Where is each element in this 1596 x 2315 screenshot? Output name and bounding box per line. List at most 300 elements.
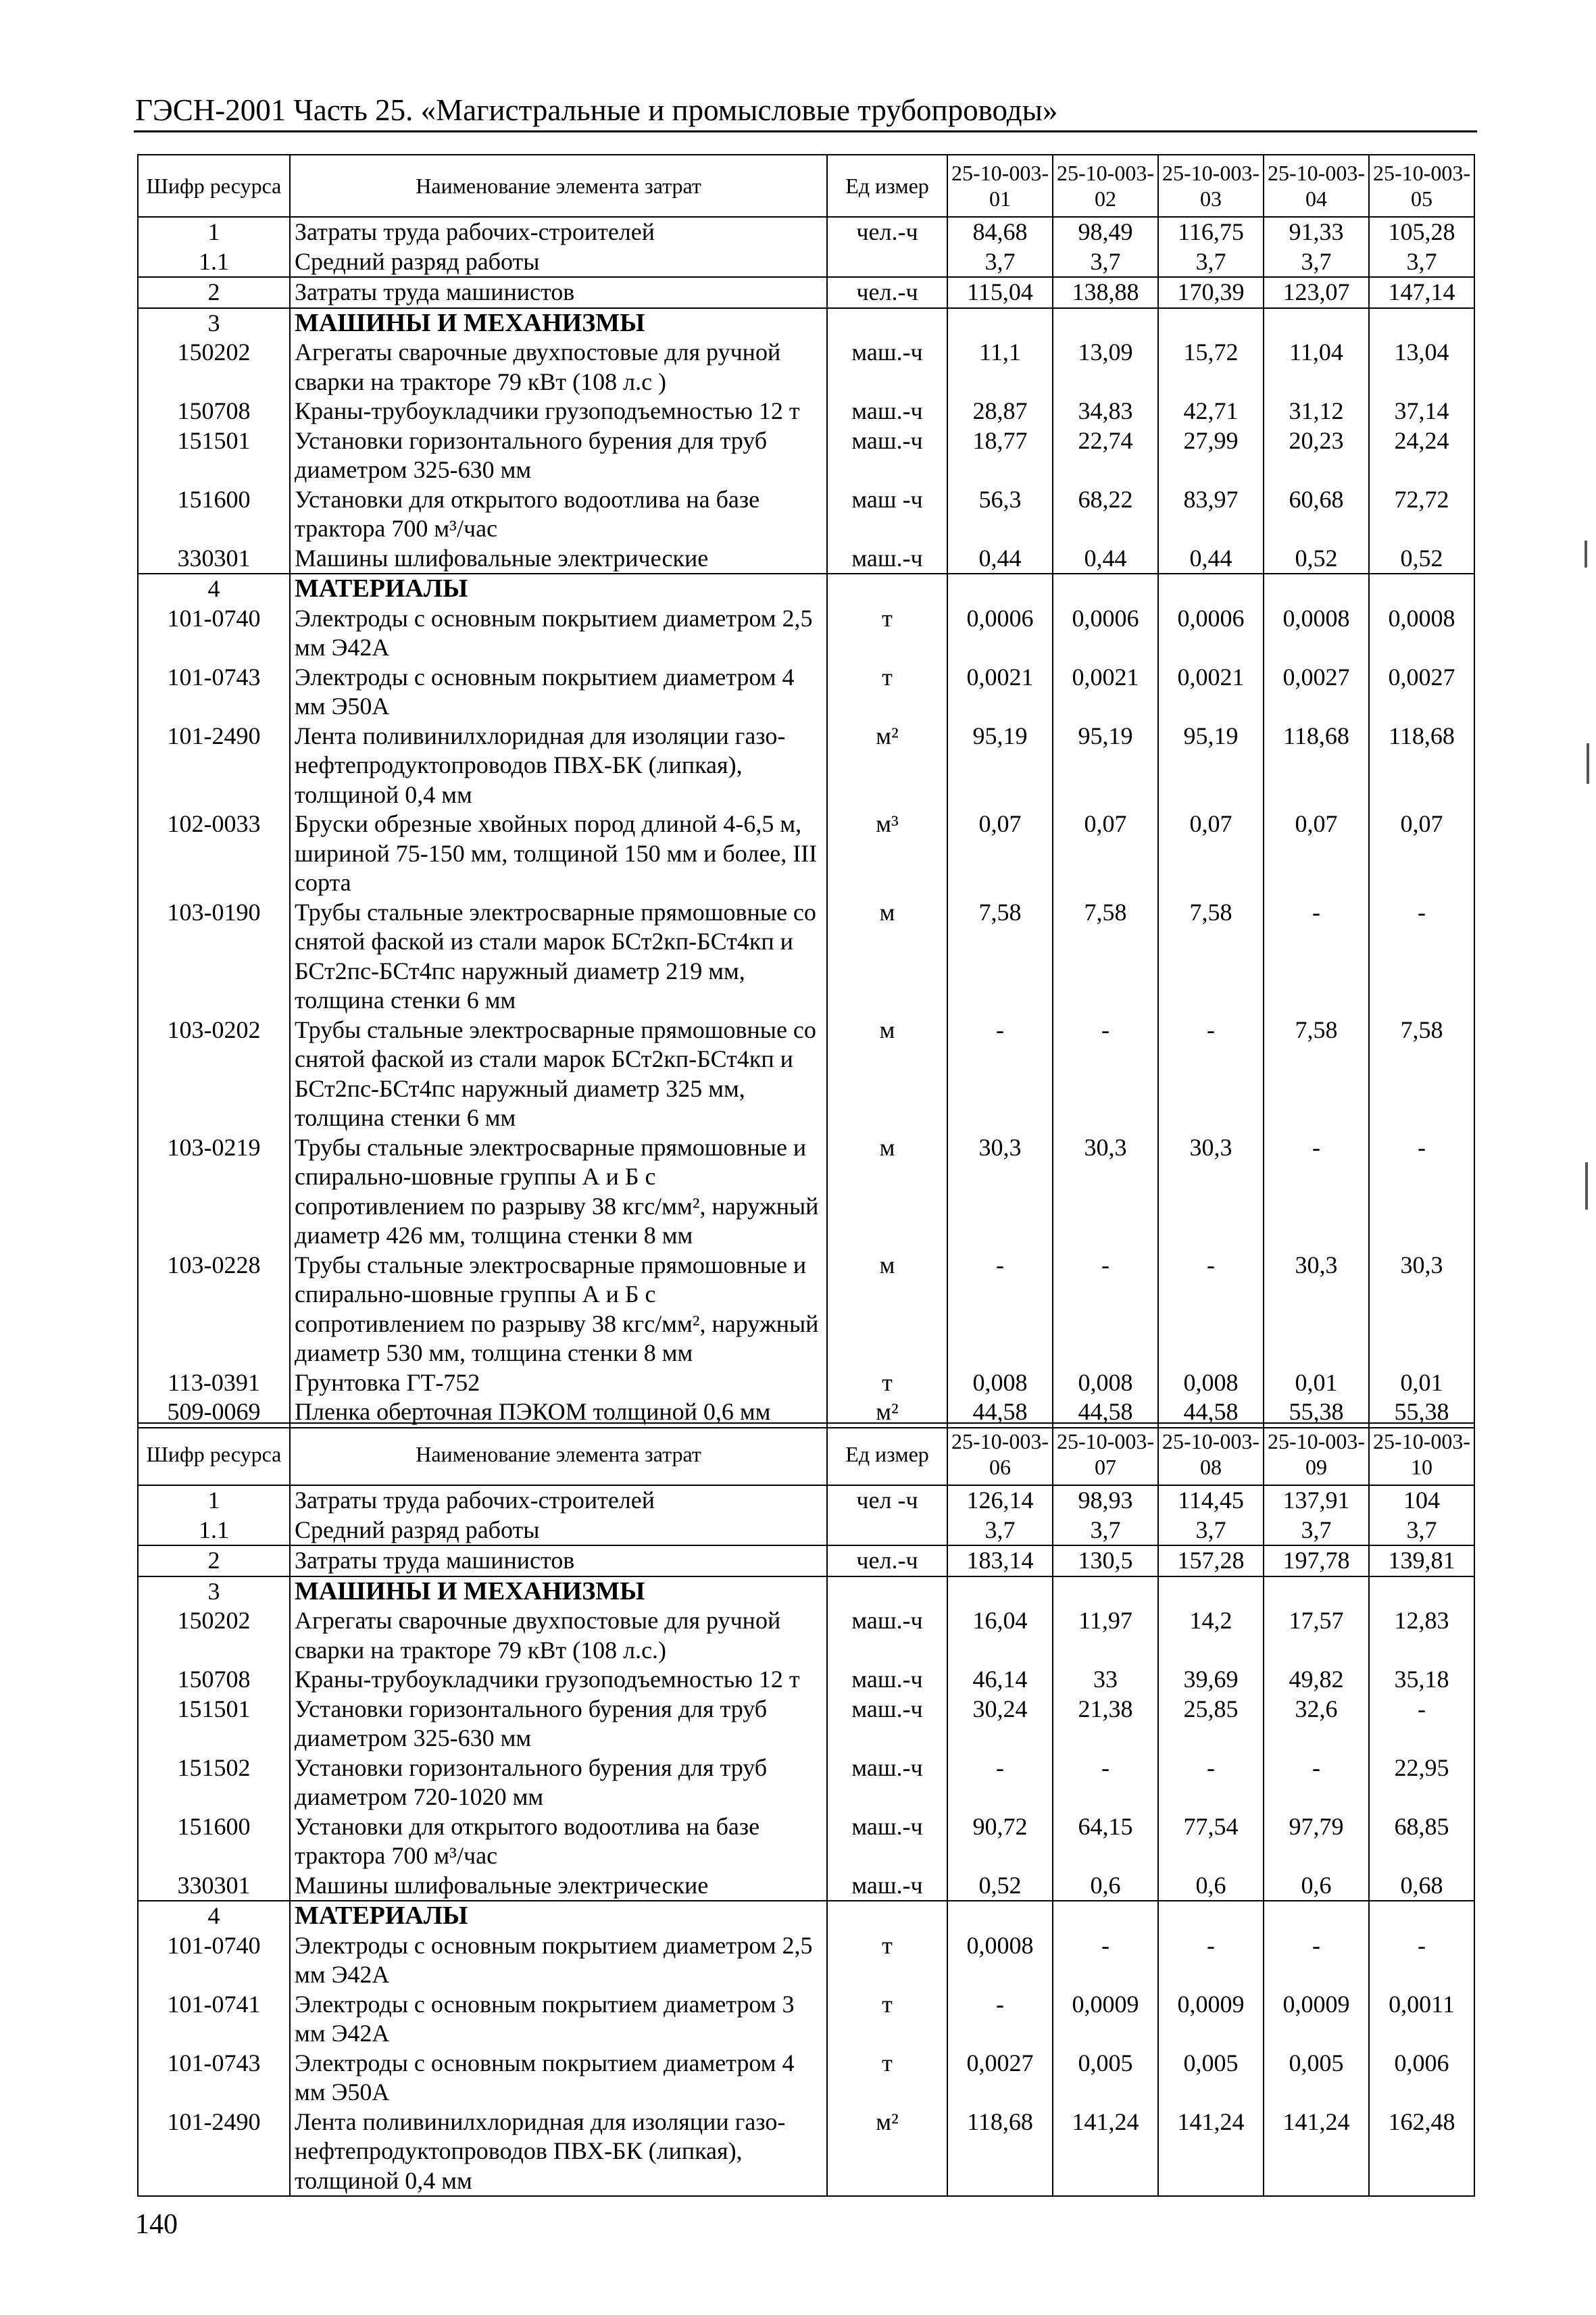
norm-value-cell [1369,1901,1474,1931]
table-row [138,1665,1474,1695]
norm-value-cell: 98,93 [1053,1485,1158,1516]
table-row [138,426,1474,485]
norm-value-cell: 0,0009 [1053,1990,1158,2049]
section-row [138,1901,1474,1931]
norm-value-cell: - [1264,1753,1369,1812]
norm-value-cell: 84,68 [947,217,1053,247]
norm-value-cell: 104 [1369,1485,1474,1516]
norm-value-cell: 30,3 [1264,1251,1369,1368]
resource-name-cell: Пленка оберточная ПЭКОМ толщиной 0,6 мм [290,1397,827,1428]
norm-value-cell: 0,0008 [947,1931,1053,1990]
table-header-row [138,1423,1474,1485]
column-header-norm: 25-10-003-06 [947,1423,1053,1485]
column-header-norm: 25-10-003-08 [1158,1423,1264,1485]
unit-cell: т [827,604,947,663]
table-row [138,544,1474,574]
resource-name-cell: Бруски обрезные хвойных пород длиной 4-6,5 м, шириной 75-150 мм, толщиной 150 мм и более, III сорта [290,810,827,898]
norm-value-cell: 7,58 [1369,1016,1474,1133]
norm-value-cell: 0,07 [1053,810,1158,898]
unit-cell: маш -ч [827,485,947,544]
norm-value-cell: 0,0021 [1053,663,1158,722]
unit-cell: маш.-ч [827,1606,947,1665]
norm-value-cell: 138,88 [1053,277,1158,308]
resource-code-cell: 4 [138,574,290,604]
norm-value-cell: 7,58 [947,898,1053,1016]
table-row [138,1606,1474,1665]
norm-value-cell [1369,1576,1474,1607]
norm-value-cell: 30,3 [947,1133,1053,1251]
resource-name-cell: Электроды с основным покрытием диаметром 3 мм Э42А [290,1990,827,2049]
norm-value-cell: 72,72 [1369,485,1474,544]
norm-value-cell: 22,95 [1369,1753,1474,1812]
table-row [138,1485,1474,1516]
norm-value-cell: 37,14 [1369,397,1474,426]
norm-value-cell: 0,0027 [1264,663,1369,722]
norm-value-cell: 33 [1053,1665,1158,1695]
resource-name-cell: Электроды с основным покрытием диаметром 2,5 мм Э42А [290,1931,827,1990]
norm-value-cell: 114,45 [1158,1485,1264,1516]
norm-value-cell: - [1369,898,1474,1016]
norm-value-cell: 30,3 [1369,1251,1474,1368]
resource-code-cell: 3 [138,308,290,339]
norm-value-cell: 157,28 [1158,1545,1264,1576]
norm-value-cell: 137,91 [1264,1485,1369,1516]
norm-value-cell: 0,6 [1053,1871,1158,1901]
norm-value-cell: 30,3 [1158,1133,1264,1251]
table-row [138,247,1474,278]
resource-name-cell: Трубы стальные электросварные прямошовные со снятой фаской из стали марок БСт2кп-БСт4кп и БСт2пс-БСт4пс наружный диаметр 219 мм, толщина стенки 6 мм [290,898,827,1016]
norm-value-cell: 32,6 [1264,1695,1369,1753]
resource-name-cell: МАТЕРИАЛЫ [290,574,827,604]
norm-value-cell [1053,1576,1158,1607]
norm-value-cell: 0,07 [1264,810,1369,898]
norm-value-cell: 0,6 [1158,1871,1264,1901]
norm-value-cell [1264,1901,1369,1931]
unit-cell [827,308,947,339]
table-row [138,810,1474,898]
resource-code-cell: 103-0190 [138,898,290,1016]
resource-name-cell: Краны-трубоукладчики грузоподъемностью 12 т [290,397,827,426]
unit-cell: маш.-ч [827,1812,947,1871]
resource-name-cell: Установки горизонтального бурения для труб диаметром 325-630 мм [290,426,827,485]
resource-name-cell: Установки для открытого водоотлива на базе трактора 700 м³/час [290,485,827,544]
resource-name-cell: Установки для открытого водоотлива на базе трактора 700 м³/час [290,1812,827,1871]
norm-value-cell: 56,3 [947,485,1053,544]
resource-name-cell: Средний разряд работы [290,1516,827,1546]
resource-code-cell: 101-0740 [138,604,290,663]
norm-value-cell [1369,308,1474,339]
norm-value-cell: 183,14 [947,1545,1053,1576]
unit-cell: м² [827,2108,947,2197]
section-row [138,1576,1474,1607]
column-header-name: Наименование элемента затрат [290,1423,827,1485]
resource-name-cell: Агрегаты сварочные двухпостовые для ручной сварки на тракторе 79 кВт (108 л.с ) [290,338,827,397]
norm-value-cell: 0,008 [1053,1368,1158,1398]
resource-code-cell: 151600 [138,1812,290,1871]
table-row [138,604,1474,663]
norm-value-cell [1053,574,1158,604]
norm-value-cell: 95,19 [947,722,1053,810]
table-row [138,1695,1474,1753]
norm-value-cell: 77,54 [1158,1812,1264,1871]
resource-code-cell: 101-2490 [138,722,290,810]
column-header-norm: 25-10-003-07 [1053,1423,1158,1485]
resource-name-cell: Трубы стальные электросварные прямошовные со снятой фаской из стали марок БСт2кп-БСт4кп и БСт2пс-БСт4пс наружный диаметр 325 мм, толщина стенки 6 мм [290,1016,827,1133]
unit-cell: м [827,1251,947,1368]
resource-code-cell: 2 [138,1545,290,1576]
norm-value-cell: 118,68 [1369,722,1474,810]
resource-code-cell: 1 [138,217,290,247]
norm-value-cell: 12,83 [1369,1606,1474,1665]
norm-value-cell: 97,79 [1264,1812,1369,1871]
norm-value-cell: 28,87 [947,397,1053,426]
norm-value-cell: 197,78 [1264,1545,1369,1576]
unit-cell [827,247,947,278]
resource-name-cell: Установки горизонтального бурения для труб диаметром 325-630 мм [290,1695,827,1753]
resource-code-cell: 103-0228 [138,1251,290,1368]
column-header-norm: 25-10-003-09 [1264,1423,1369,1485]
norm-value-cell: 0,0009 [1158,1990,1264,2049]
table-row [138,1753,1474,1812]
norm-value-cell: 0,44 [1053,544,1158,574]
resource-code-cell: 3 [138,1576,290,1607]
norm-value-cell: 95,19 [1158,722,1264,810]
norm-value-cell: 46,14 [947,1665,1053,1695]
resource-name-cell: Установки горизонтального бурения для труб диаметром 720-1020 мм [290,1753,827,1812]
resource-code-cell: 103-0219 [138,1133,290,1251]
table-row [138,1368,1474,1398]
norm-value-cell: 0,006 [1369,2049,1474,2108]
norm-value-cell: 60,68 [1264,485,1369,544]
table-row [138,397,1474,426]
resource-code-cell: 101-0740 [138,1931,290,1990]
resource-name-cell: Трубы стальные электросварные прямошовные и спирально-шовные группы А и Б с сопротивлением по разрыву 38 кгс/мм², наружный диаметр 530 мм, толщина стенки 8 мм [290,1251,827,1368]
unit-cell: т [827,2049,947,2108]
norm-value-cell: 24,24 [1369,426,1474,485]
norm-value-cell: 83,97 [1158,485,1264,544]
resource-code-cell: 101-2490 [138,2108,290,2197]
unit-cell: м [827,1133,947,1251]
norm-value-cell: - [1053,1753,1158,1812]
resource-code-cell: 101-0741 [138,1990,290,2049]
norm-value-cell: 139,81 [1369,1545,1474,1576]
norm-value-cell: 3,7 [1369,247,1474,278]
column-header-unit: Ед измер [827,155,947,217]
column-header-code: Шифр ресурса [138,1423,290,1485]
norm-value-cell [947,1901,1053,1931]
column-header-norm: 25-10-003-03 [1158,155,1264,217]
norm-value-cell: 68,85 [1369,1812,1474,1871]
norm-value-cell: 0,6 [1264,1871,1369,1901]
norm-value-cell: - [1264,1931,1369,1990]
table-row [138,1812,1474,1871]
resource-code-cell: 330301 [138,544,290,574]
norm-value-cell: 18,77 [947,426,1053,485]
resource-name-cell: МАШИНЫ И МЕХАНИЗМЫ [290,308,827,339]
norm-value-cell: - [1158,1753,1264,1812]
unit-cell: т [827,1990,947,2049]
resource-name-cell: Агрегаты сварочные двухпостовые для ручной сварки на тракторе 79 кВт (108 л.с.) [290,1606,827,1665]
page-header-title: ГЭСН-2001 Часть 25. «Магистральные и промысловые трубопроводы» [135,93,1058,127]
norm-value-cell: 11,1 [947,338,1053,397]
norm-value-cell: 0,44 [947,544,1053,574]
norm-value-cell: 0,0006 [947,604,1053,663]
column-header-norm: 25-10-003-01 [947,155,1053,217]
norm-value-cell: 118,68 [947,2108,1053,2197]
unit-cell: маш.-ч [827,1871,947,1901]
norm-value-cell: 115,04 [947,277,1053,308]
table-row [138,1990,1474,2049]
norm-value-cell: 16,04 [947,1606,1053,1665]
norm-value-cell: 7,58 [1158,898,1264,1016]
table-row [138,1931,1474,1990]
norm-value-cell: 7,58 [1264,1016,1369,1133]
norm-value-cell: 35,18 [1369,1665,1474,1695]
unit-cell: м³ [827,810,947,898]
unit-cell: т [827,663,947,722]
resource-name-cell: Машины шлифовальные электрические [290,544,827,574]
norm-value-cell: - [1158,1251,1264,1368]
norm-value-cell: 39,69 [1158,1665,1264,1695]
unit-cell [827,1576,947,1607]
norm-value-cell: 147,14 [1369,277,1474,308]
unit-cell: чел.-ч [827,1545,947,1576]
norm-value-cell: - [1158,1016,1264,1133]
resource-code-cell: 150202 [138,338,290,397]
resource-code-cell: 113-0391 [138,1368,290,1398]
resource-code-cell: 151502 [138,1753,290,1812]
section-row [138,308,1474,339]
unit-cell: чел.-ч [827,277,947,308]
norm-value-cell [1053,308,1158,339]
norm-value-cell: 90,72 [947,1812,1053,1871]
norm-value-cell: 0,0008 [1369,604,1474,663]
resource-name-cell: МАШИНЫ И МЕХАНИЗМЫ [290,1576,827,1607]
table-row [138,485,1474,544]
resource-name-cell: Электроды с основным покрытием диаметром 4 мм Э50А [290,663,827,722]
norm-value-cell: - [1264,898,1369,1016]
unit-cell: т [827,1931,947,1990]
norm-value-cell [947,574,1053,604]
unit-cell: маш.-ч [827,1665,947,1695]
resource-table-2 [137,1422,1475,2197]
table-row [138,1871,1474,1901]
norm-value-cell: 141,24 [1264,2108,1369,2197]
norm-value-cell: 3,7 [1053,1516,1158,1546]
unit-cell [827,1516,947,1546]
resource-code-cell: 151501 [138,426,290,485]
resource-code-cell: 151600 [138,485,290,544]
norm-value-cell: 0,01 [1264,1368,1369,1398]
table-row [138,277,1474,308]
resource-name-cell: Лента поливинилхлоридная для изоляции газо-нефтепродуктопроводов ПВХ-БК (липкая), толщиной 0,4 мм [290,2108,827,2197]
column-header-name: Наименование элемента затрат [290,155,827,217]
norm-value-cell: 0,44 [1158,544,1264,574]
unit-cell: м² [827,1397,947,1428]
norm-value-cell: 34,83 [1053,397,1158,426]
norm-value-cell: 95,19 [1053,722,1158,810]
scan-edge-mark [1585,541,1587,568]
resource-name-cell: Электроды с основным покрытием диаметром 2,5 мм Э42А [290,604,827,663]
norm-value-cell: 3,7 [947,1516,1053,1546]
norm-value-cell: 14,2 [1158,1606,1264,1665]
unit-cell: чел -ч [827,1485,947,1516]
norm-value-cell: 3,7 [1158,1516,1264,1546]
unit-cell: чел.-ч [827,217,947,247]
norm-value-cell: 22,74 [1053,426,1158,485]
norm-value-cell: 0,0008 [1264,604,1369,663]
norm-value-cell: 123,07 [1264,277,1369,308]
norm-value-cell: 17,57 [1264,1606,1369,1665]
norm-value-cell [1264,574,1369,604]
norm-value-cell: 116,75 [1158,217,1264,247]
norm-value-cell: 27,99 [1158,426,1264,485]
norm-value-cell: 44,58 [947,1397,1053,1428]
resource-code-cell: 1.1 [138,1516,290,1546]
norm-value-cell: 3,7 [1264,247,1369,278]
norm-value-cell: 13,09 [1053,338,1158,397]
norm-value-cell: 0,008 [1158,1368,1264,1398]
norm-value-cell: - [1053,1931,1158,1990]
norm-value-cell: - [1158,1931,1264,1990]
resource-name-cell: Затраты труда рабочих-строителей [290,217,827,247]
norm-value-cell [1369,574,1474,604]
norm-value-cell: 0,0009 [1264,1990,1369,2049]
norm-value-cell: 7,58 [1053,898,1158,1016]
resource-name-cell: Грунтовка ГТ-752 [290,1368,827,1398]
norm-value-cell: 0,52 [1369,544,1474,574]
norm-value-cell: 3,7 [947,247,1053,278]
scan-edge-mark [1587,743,1589,784]
norm-value-cell: 31,12 [1264,397,1369,426]
resource-name-cell: Затраты труда рабочих-строителей [290,1485,827,1516]
resource-name-cell: Машины шлифовальные электрические [290,1871,827,1901]
resource-name-cell: Затраты труда машинистов [290,1545,827,1576]
column-header-code: Шифр ресурса [138,155,290,217]
resource-code-cell: 102-0033 [138,810,290,898]
column-header-norm: 25-10-003-05 [1369,155,1474,217]
unit-cell: м [827,1016,947,1133]
norm-value-cell: 0,07 [947,810,1053,898]
norm-value-cell: 44,58 [1158,1397,1264,1428]
unit-cell: маш.-ч [827,544,947,574]
norm-value-cell: - [947,1990,1053,2049]
unit-cell: т [827,1368,947,1398]
norm-value-cell: 0,0006 [1158,604,1264,663]
resource-code-cell: 2 [138,277,290,308]
norm-value-cell: 170,39 [1158,277,1264,308]
norm-value-cell [1264,1576,1369,1607]
table-row [138,898,1474,1016]
norm-value-cell: 0,005 [1158,2049,1264,2108]
norm-value-cell: - [1369,1695,1474,1753]
norm-value-cell: 64,15 [1053,1812,1158,1871]
norm-value-cell: - [1053,1016,1158,1133]
table-row [138,338,1474,397]
norm-value-cell: 68,22 [1053,485,1158,544]
unit-cell: маш.-ч [827,397,947,426]
table-header-row [138,155,1474,217]
table-row [138,2049,1474,2108]
norm-value-cell: 0,52 [1264,544,1369,574]
column-header-norm: 25-10-003-04 [1264,155,1369,217]
resource-code-cell: 330301 [138,1871,290,1901]
norm-value-cell: 141,24 [1158,2108,1264,2197]
page-number: 140 [135,2209,178,2240]
table-row [138,1016,1474,1133]
norm-value-cell [1158,1901,1264,1931]
header-rule [134,130,1477,132]
norm-value-cell [947,1576,1053,1607]
norm-value-cell: 0,008 [947,1368,1053,1398]
norm-value-cell: 91,33 [1264,217,1369,247]
norm-value-cell: - [947,1251,1053,1368]
norm-value-cell: - [1264,1133,1369,1251]
norm-value-cell: - [1053,1251,1158,1368]
unit-cell: м [827,898,947,1016]
scan-edge-mark [1585,1162,1588,1210]
norm-value-cell: 49,82 [1264,1665,1369,1695]
norm-value-cell: 0,52 [947,1871,1053,1901]
table-row [138,2108,1474,2197]
norm-value-cell: 0,0011 [1369,1990,1474,2049]
table-row [138,217,1474,247]
norm-value-cell: 15,72 [1158,338,1264,397]
norm-value-cell [1053,1901,1158,1931]
norm-value-cell: 13,04 [1369,338,1474,397]
norm-value-cell: 0,0006 [1053,604,1158,663]
norm-value-cell: 98,49 [1053,217,1158,247]
norm-value-cell: 3,7 [1369,1516,1474,1546]
norm-value-cell: 20,23 [1264,426,1369,485]
norm-value-cell: - [1369,1133,1474,1251]
unit-cell: маш.-ч [827,338,947,397]
norm-value-cell: - [1369,1931,1474,1990]
norm-value-cell: 0,005 [1053,2049,1158,2108]
table-row [138,1251,1474,1368]
norm-value-cell: 0,07 [1158,810,1264,898]
unit-cell: маш.-ч [827,1753,947,1812]
norm-value-cell: 25,85 [1158,1695,1264,1753]
column-header-norm: 25-10-003-02 [1053,155,1158,217]
norm-value-cell: 0,68 [1369,1871,1474,1901]
resource-name-cell: Лента поливинилхлоридная для изоляции газо-нефтепродуктопроводов ПВХ-БК (липкая), толщиной 0,4 мм [290,722,827,810]
norm-value-cell: 0,0021 [1158,663,1264,722]
resource-code-cell: 151501 [138,1695,290,1753]
table-row [138,1516,1474,1546]
section-row [138,574,1474,604]
table-row [138,1133,1474,1251]
norm-value-cell: 11,97 [1053,1606,1158,1665]
resource-code-cell: 150708 [138,397,290,426]
table-row [138,663,1474,722]
norm-value-cell: 105,28 [1369,217,1474,247]
norm-value-cell: 21,38 [1053,1695,1158,1753]
resource-code-cell: 150202 [138,1606,290,1665]
norm-value-cell: - [947,1016,1053,1133]
resource-name-cell: МАТЕРИАЛЫ [290,1901,827,1931]
norm-value-cell: - [947,1753,1053,1812]
resource-name-cell: Электроды с основным покрытием диаметром 4 мм Э50А [290,2049,827,2108]
norm-value-cell: 126,14 [947,1485,1053,1516]
resource-code-cell: 1.1 [138,247,290,278]
norm-value-cell: 42,71 [1158,397,1264,426]
norm-value-cell [1158,574,1264,604]
norm-value-cell: 0,0027 [947,2049,1053,2108]
norm-value-cell: 11,04 [1264,338,1369,397]
norm-value-cell: 55,38 [1264,1397,1369,1428]
norm-value-cell: 0,01 [1369,1368,1474,1398]
